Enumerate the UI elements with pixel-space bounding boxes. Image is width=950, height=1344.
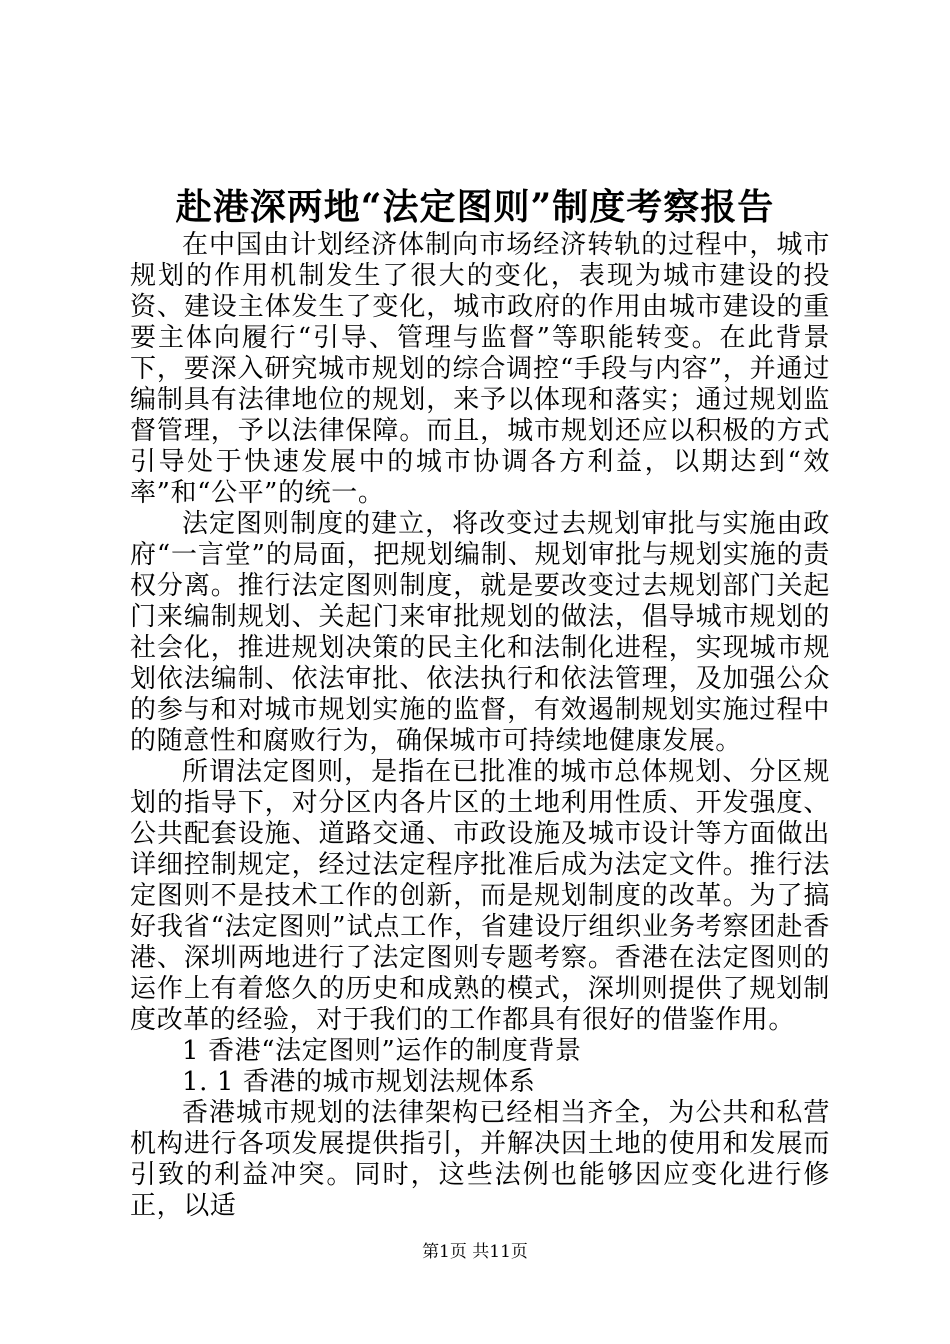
paragraph-intro: 在中国由计划经济体制向市场经济转轨的过程中，城市规划的作用机制发生了很大的变化，表现为城市建设的投资、建设主体发生了变化，城市政府的作用由城市建设的重要主体向履行“引导、管理与监督”等职能转变。在此背景下，要深入研究城市规划的综合调控“手段与内容”，并通过编制具有法律地位的规划，来予以体现和落实；通过规划监督管理，予以法律保障。而且，城市规划还应以积极的方式引导处于快速发展中的城市协调各方利益，以期达到“效率”和“公平”的统一。: [130, 230, 830, 508]
paragraph-hk-law: 香港城市规划的法律架构已经相当齐全，为公共和私营机构进行各项发展提供指引，并解决因土地的使用和发展而引致的利益冲突。同时，这些法例也能够因应变化进行修正，以适: [130, 1098, 830, 1221]
section-heading-1-1: 1. 1 香港的城市规划法规体系: [182, 1067, 536, 1097]
document-title: 赴港深两地“法定图则”制度考察报告: [175, 186, 775, 228]
section-heading-1: 1 香港“法定图则”运作的制度背景: [182, 1036, 582, 1066]
paragraph-system: 法定图则制度的建立，将改变过去规划审批与实施由政府“一言堂”的局面，把规划编制、规划审批与规划实施的责权分离。推行法定图则制度，就是要改变过去规划部门关起门来编制规划、关起门来审批规划的做法，倡导城市规划的社会化，推进规划决策的民主化和法制化进程，实现城市规划依法编制、依法审批、依法执行和依法管理，及加强公众的参与和对城市规划实施的监督，有效遏制规划实施过程中的随意性和腐败行为，确保城市可持续地健康发展。: [130, 509, 830, 756]
page-footer: 第1页 共11页: [422, 1242, 528, 1262]
document-body: [130, 230, 830, 1222]
paragraph-definition: 所谓法定图则，是指在已批准的城市总体规划、分区规划的指导下，对分区内各片区的土地利用性质、开发强度、公共配套设施、道路交通、市政设施及城市设计等方面做出详细控制规定，经过法定程序批准后成为法定文件。推行法定图则不是技术工作的创新，而是规划制度的改革。为了搞好我省“法定图则”试点工作，省建设厅组织业务考察团赴香港、深圳两地进行了法定图则专题考察。香港在法定图则的运作上有着悠久的历史和成熟的模式，深圳则提供了规划制度改革的经验，对于我们的工作都具有很好的借鉴作用。: [130, 757, 830, 1035]
